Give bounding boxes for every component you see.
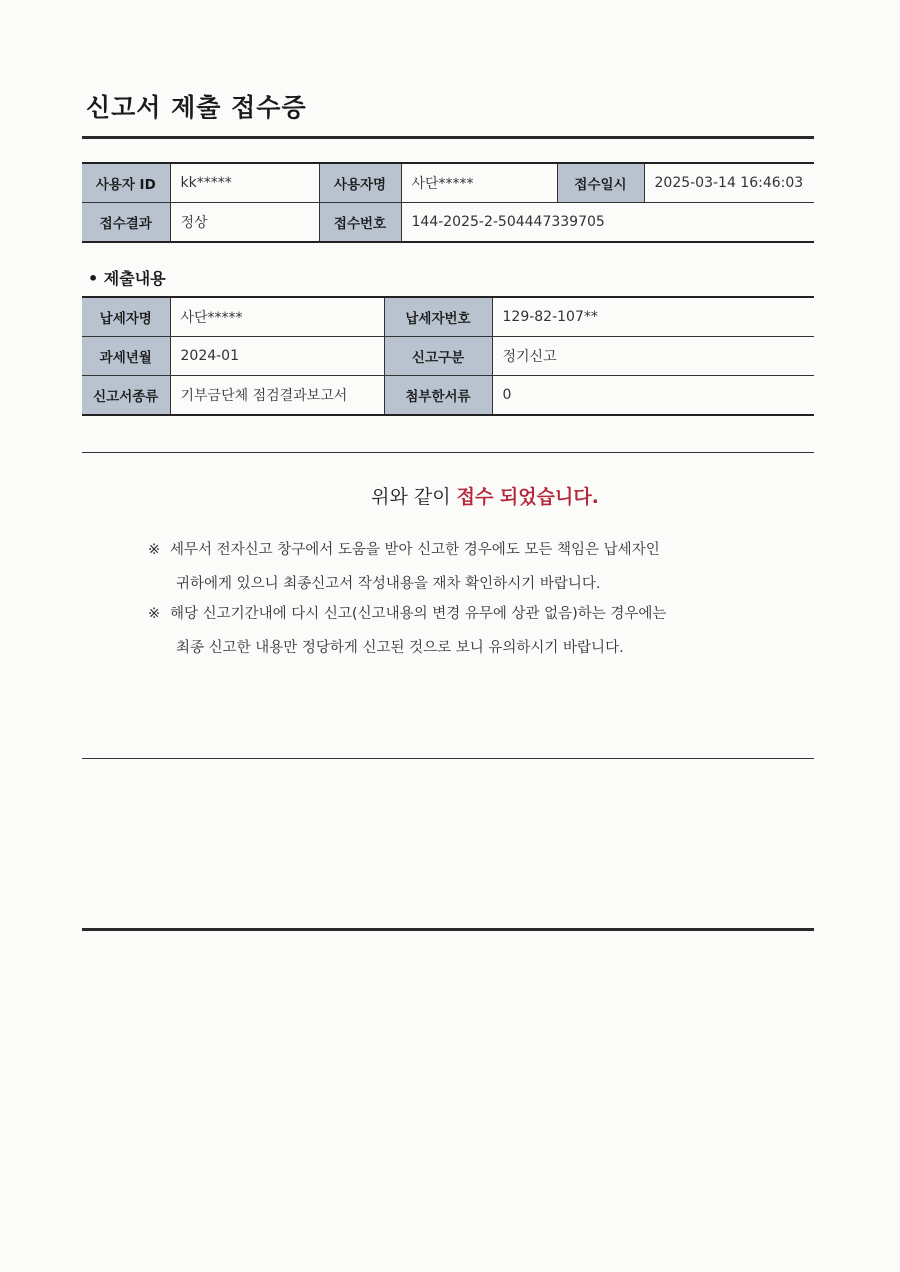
attachments-value: 0 bbox=[492, 376, 814, 416]
table-row bbox=[82, 163, 814, 203]
table-row bbox=[82, 376, 814, 416]
page-title: 신고서 제출 접수증 bbox=[86, 93, 307, 122]
tax-period-label: 과세년월 bbox=[82, 337, 170, 376]
notice-1-line-2: 귀하에게 있으니 최종신고서 작성내용을 재차 확인하시기 바랍니다. bbox=[176, 576, 601, 592]
notice-2-line-2: 최종 신고한 내용만 정당하게 신고된 것으로 보니 유의하시기 바랍니다. bbox=[176, 640, 624, 656]
user-id-value: kk***** bbox=[170, 163, 319, 203]
form-type-label: 신고서종류 bbox=[82, 376, 170, 416]
table-row bbox=[82, 203, 814, 243]
taxpayer-name-label: 납세자명 bbox=[82, 297, 170, 337]
receipt-no-label: 접수번호 bbox=[319, 203, 401, 243]
confirmation-highlight: 접수 되었습니다. bbox=[456, 486, 599, 508]
receipt-no-value: 144-2025-2-504447339705 bbox=[401, 203, 814, 243]
result-label: 접수결과 bbox=[82, 203, 170, 243]
user-id-label: 사용자 ID bbox=[82, 163, 170, 203]
reference-mark: ※ bbox=[148, 542, 161, 558]
reference-mark: ※ bbox=[148, 606, 161, 622]
taxpayer-name-value: 사단***** bbox=[170, 297, 384, 337]
report-type-value: 정기신고 bbox=[492, 337, 814, 376]
notice-1 bbox=[148, 533, 788, 601]
receipt-info-table bbox=[82, 162, 814, 243]
received-at-value: 2025-03-14 16:46:03 bbox=[644, 163, 814, 203]
result-value: 정상 bbox=[170, 203, 319, 243]
confirmation-message bbox=[0, 482, 900, 509]
received-at-label: 접수일시 bbox=[557, 163, 644, 203]
user-name-label: 사용자명 bbox=[319, 163, 401, 203]
user-name-value: 사단***** bbox=[401, 163, 557, 203]
table-row bbox=[82, 337, 814, 376]
notice-1-line-1: 세무서 전자신고 창구에서 도움을 받아 신고한 경우에도 모든 책임은 납세자인 bbox=[170, 542, 660, 558]
divider bbox=[82, 758, 814, 759]
section-title-submission: • 제출내용 bbox=[88, 269, 166, 288]
submission-table bbox=[82, 296, 814, 416]
notice-2 bbox=[148, 597, 788, 665]
form-type-value: 기부금단체 점검결과보고서 bbox=[170, 376, 384, 416]
attachments-label: 첨부한서류 bbox=[384, 376, 492, 416]
table-row bbox=[82, 297, 814, 337]
taxpayer-no-value: 129-82-107** bbox=[492, 297, 814, 337]
report-type-label: 신고구분 bbox=[384, 337, 492, 376]
notice-2-line-1: 해당 신고기간내에 다시 신고(신고내용의 변경 유무에 상관 없음)하는 경우에는 bbox=[170, 606, 667, 622]
tax-period-value: 2024-01 bbox=[170, 337, 384, 376]
footer-divider bbox=[82, 928, 814, 931]
divider bbox=[82, 452, 814, 453]
confirmation-prefix: 위와 같이 bbox=[371, 486, 457, 508]
title-divider bbox=[82, 136, 814, 139]
taxpayer-no-label: 납세자번호 bbox=[384, 297, 492, 337]
